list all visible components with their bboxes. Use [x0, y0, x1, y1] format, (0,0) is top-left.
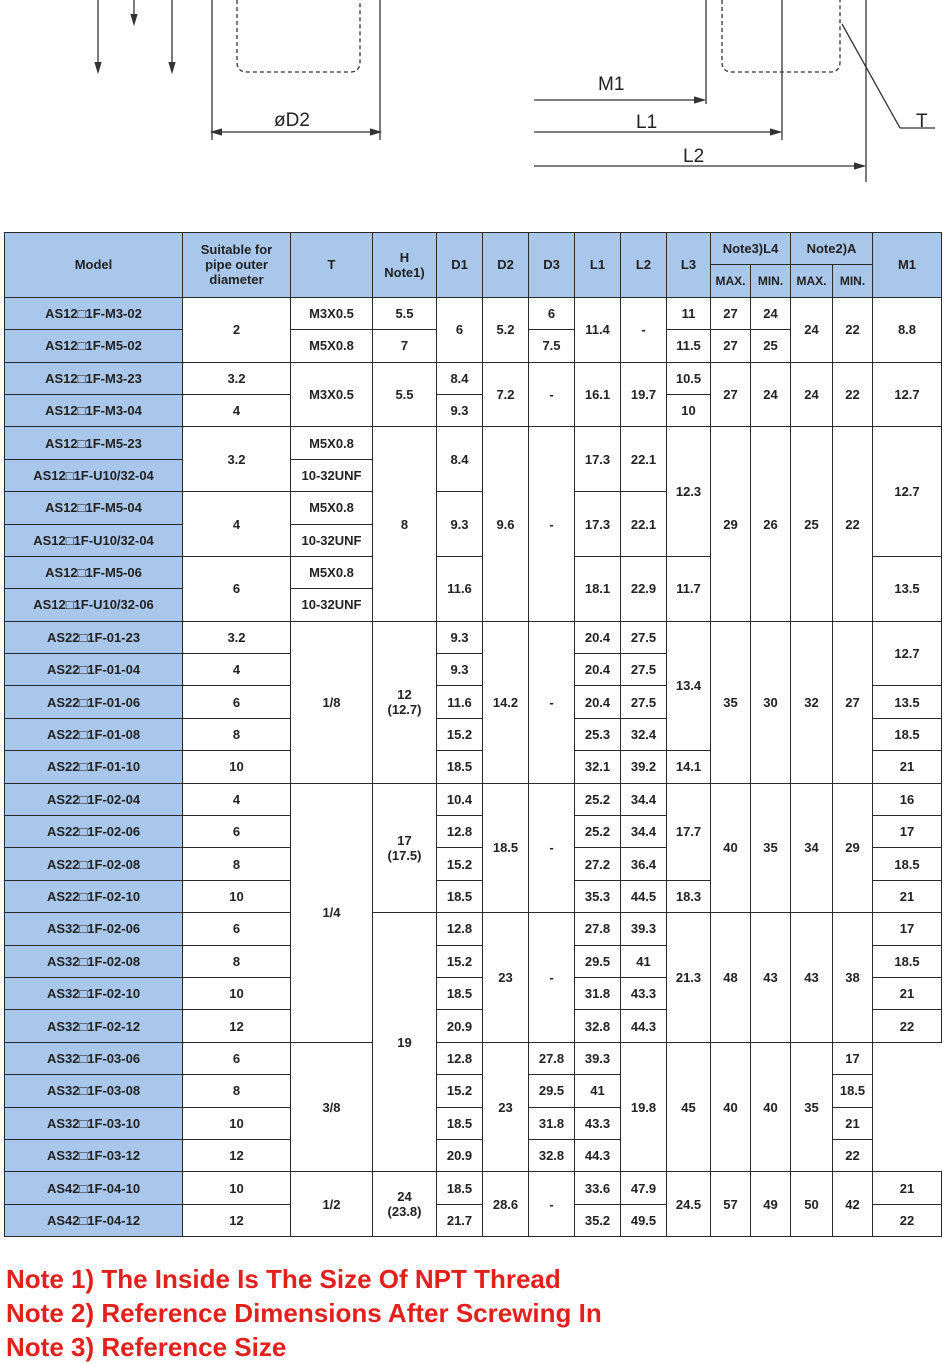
header-d3: D3: [529, 233, 575, 298]
cell: 48: [711, 913, 751, 1043]
cell: -: [529, 1172, 575, 1237]
cell: 44.3: [621, 1010, 667, 1042]
cell: 49: [751, 1172, 791, 1237]
cell: 1/2: [291, 1172, 373, 1237]
cell: 21: [873, 977, 942, 1009]
model-cell: AS32□1F-03-08: [5, 1075, 183, 1107]
footnotes: [6, 1262, 602, 1364]
cell: 18.5: [437, 1172, 483, 1204]
cell: 21.7: [437, 1204, 483, 1236]
cell: 15.2: [437, 848, 483, 880]
note-3: Note 3) Reference Size: [6, 1332, 287, 1362]
cell: 27.8: [575, 913, 621, 945]
cell: 8: [183, 1075, 291, 1107]
cell: 21.3: [667, 913, 711, 1043]
cell: 41: [621, 945, 667, 977]
cell: 35: [711, 621, 751, 783]
model-cell: AS32□1F-03-06: [5, 1042, 183, 1074]
cell: 10: [183, 977, 291, 1009]
cell: 12.7: [873, 427, 942, 557]
cell: 31.8: [575, 977, 621, 1009]
cell: 20.4: [575, 621, 621, 653]
cell: 35: [751, 783, 791, 913]
cell: 36.4: [621, 848, 667, 880]
model-cell: AS12□1F-U10/32-04: [5, 524, 183, 556]
cell: 32.8: [529, 1139, 575, 1171]
cell: 15.2: [437, 945, 483, 977]
header-suitable: Suitable for pipe outer diameter: [183, 233, 291, 298]
cell: 10: [183, 1107, 291, 1139]
cell: 16.1: [575, 362, 621, 427]
label-t: T: [916, 111, 928, 132]
cell: 2: [183, 297, 291, 362]
cell: 14.2: [483, 621, 529, 783]
cell: 21: [873, 1172, 942, 1204]
cell: 27.5: [621, 686, 667, 718]
cell: M5X0.8: [291, 427, 373, 459]
cell: 8.4: [437, 362, 483, 394]
cell: M3X0.5: [291, 297, 373, 329]
model-cell: AS32□1F-02-08: [5, 945, 183, 977]
cell: 12.8: [437, 1042, 483, 1074]
cell: 41: [575, 1075, 621, 1107]
cell: 10: [183, 751, 291, 783]
cell: 27: [711, 297, 751, 329]
cell: 17: [833, 1042, 873, 1074]
cell: 7.2: [483, 362, 529, 427]
cell: -: [529, 621, 575, 783]
cell: 10.5: [667, 362, 711, 394]
model-cell: AS32□1F-02-10: [5, 977, 183, 1009]
cell: 6: [437, 297, 483, 362]
cell: 35.2: [575, 1204, 621, 1236]
model-cell: AS42□1F-04-12: [5, 1204, 183, 1236]
cell: 39.3: [575, 1042, 621, 1074]
model-cell: AS22□1F-01-10: [5, 751, 183, 783]
cell: 24: [791, 297, 833, 362]
cell: 12.8: [437, 913, 483, 945]
cell: 11.6: [437, 686, 483, 718]
note-1: Note 1) The Inside Is The Size Of NPT Thread: [6, 1264, 561, 1294]
cell: 43.3: [621, 977, 667, 1009]
cell: 33.6: [575, 1172, 621, 1204]
model-cell: AS22□1F-02-10: [5, 880, 183, 912]
model-cell: AS12□1F-M3-04: [5, 394, 183, 426]
cell: 6: [183, 816, 291, 848]
hidden-bore-outline: [237, 0, 360, 72]
arrow-head: [131, 14, 137, 24]
cell: -: [529, 427, 575, 621]
cell: 45: [667, 1042, 711, 1172]
cell: 40: [751, 1042, 791, 1172]
cell: 50: [791, 1172, 833, 1237]
cell: 23: [483, 1042, 529, 1172]
cell: 4: [183, 783, 291, 815]
cell: 32.8: [575, 1010, 621, 1042]
cell: 23: [483, 913, 529, 1043]
cell: 11.5: [667, 330, 711, 362]
cell: 18.5: [873, 718, 942, 750]
cell: 12: [183, 1139, 291, 1171]
header-d1: D1: [437, 233, 483, 298]
cell: 17: [873, 913, 942, 945]
model-cell: AS22□1F-01-04: [5, 654, 183, 686]
cell: 12: [183, 1204, 291, 1236]
cell: 10: [183, 880, 291, 912]
cell: 18.1: [575, 556, 621, 621]
cell: 29: [833, 783, 873, 913]
cell: 27: [711, 330, 751, 362]
header-t: T: [291, 233, 373, 298]
cell: 5.2: [483, 297, 529, 362]
cell: 13.4: [667, 621, 711, 751]
cell: 7.5: [529, 330, 575, 362]
cell: 4: [183, 654, 291, 686]
cell: 38: [833, 913, 873, 1043]
cell: 4: [183, 492, 291, 557]
cell: 3/8: [291, 1042, 373, 1172]
model-cell: AS12□1F-U10/32-04: [5, 459, 183, 491]
header-a-min: MIN.: [833, 265, 873, 297]
cell: 35.3: [575, 880, 621, 912]
model-cell: AS12□1F-M3-23: [5, 362, 183, 394]
cell: 12: [183, 1010, 291, 1042]
table-row: [5, 297, 942, 329]
cell: 24: [751, 362, 791, 427]
cell: 40: [711, 1042, 751, 1172]
cell: 11.6: [437, 556, 483, 621]
model-cell: AS22□1F-02-04: [5, 783, 183, 815]
cell: 11: [667, 297, 711, 329]
cell: 10.4: [437, 783, 483, 815]
model-cell: AS12□1F-M3-02: [5, 297, 183, 329]
cell: 17: [873, 816, 942, 848]
cell: 17.7: [667, 783, 711, 880]
cell: 9.3: [437, 654, 483, 686]
cell: 13.5: [873, 686, 942, 718]
cell: -: [529, 362, 575, 427]
cell: 8.8: [873, 297, 942, 362]
cell: 9.3: [437, 621, 483, 653]
model-cell: AS12□1F-M5-23: [5, 427, 183, 459]
cell: 40: [711, 783, 751, 913]
cell: 6: [183, 913, 291, 945]
cell: 9.3: [437, 394, 483, 426]
cell: 49.5: [621, 1204, 667, 1236]
cell: 6: [529, 297, 575, 329]
cell: 10: [183, 1172, 291, 1204]
model-cell: AS32□1F-02-06: [5, 913, 183, 945]
leader-line-t: [842, 24, 900, 128]
cell: 10-32UNF: [291, 524, 373, 556]
model-cell: AS22□1F-01-23: [5, 621, 183, 653]
cell: 27: [711, 362, 751, 427]
model-cell: AS22□1F-02-06: [5, 816, 183, 848]
cell: 12.7: [873, 362, 942, 427]
cell: 18.5: [483, 783, 529, 913]
cell: 25.2: [575, 816, 621, 848]
table-row: [5, 783, 942, 815]
cell: 22: [833, 1139, 873, 1171]
cell: 24.5: [667, 1172, 711, 1237]
cell: 8: [183, 848, 291, 880]
note-2: Note 2) Reference Dimensions After Screwing In: [6, 1298, 602, 1328]
cell: 18.5: [833, 1075, 873, 1107]
cell: 1/4: [291, 783, 373, 1042]
table-row: [5, 1172, 942, 1204]
cell: 10-32UNF: [291, 459, 373, 491]
cell: 12.8: [437, 816, 483, 848]
model-cell: AS12□1F-U10/32-06: [5, 589, 183, 621]
cell: 27.5: [621, 621, 667, 653]
cell: 22: [833, 427, 873, 621]
cell: 21: [873, 751, 942, 783]
cell: 6: [183, 556, 291, 621]
cell: 35: [791, 1042, 833, 1172]
cell: 18.5: [873, 848, 942, 880]
cell: 34.4: [621, 816, 667, 848]
cell: 27.8: [529, 1042, 575, 1074]
header-model: Model: [5, 233, 183, 298]
model-cell: AS32□1F-03-10: [5, 1107, 183, 1139]
cell: 20.9: [437, 1010, 483, 1042]
cell: 18.5: [437, 751, 483, 783]
model-cell: AS12□1F-M5-02: [5, 330, 183, 362]
cell: 5.5: [373, 362, 437, 427]
model-cell: AS12□1F-M5-04: [5, 492, 183, 524]
cell: 20.4: [575, 686, 621, 718]
cell: 19.8: [621, 1042, 667, 1172]
model-cell: AS22□1F-02-08: [5, 848, 183, 880]
table-row: [5, 427, 942, 459]
cell: 25.2: [575, 783, 621, 815]
cell: 11.7: [667, 556, 711, 621]
header-a-max: MAX.: [791, 265, 833, 297]
cell: 22: [833, 362, 873, 427]
cell: 22.9: [621, 556, 667, 621]
cell: 39.3: [621, 913, 667, 945]
hidden-bore-outline: [722, 0, 840, 72]
cell: 29: [711, 427, 751, 621]
cell: 43.3: [575, 1107, 621, 1139]
cell: 20.4: [575, 654, 621, 686]
cell: 18.3: [667, 880, 711, 912]
cell: 28.6: [483, 1172, 529, 1237]
cell: 57: [711, 1172, 751, 1237]
table-row: [5, 913, 942, 945]
model-cell: AS42□1F-04-10: [5, 1172, 183, 1204]
cell: 9.6: [483, 427, 529, 621]
header-h: H Note1): [373, 233, 437, 298]
cell: 34.4: [621, 783, 667, 815]
arrow-head: [95, 62, 101, 72]
cell: 44.5: [621, 880, 667, 912]
model-cell: AS32□1F-03-12: [5, 1139, 183, 1171]
cell: M5X0.8: [291, 556, 373, 588]
cell: 7: [373, 330, 437, 362]
cell: 25: [751, 330, 791, 362]
specification-table: [4, 232, 942, 1237]
arrow-head: [169, 62, 175, 72]
cell: 44.3: [575, 1139, 621, 1171]
cell: 16: [873, 783, 942, 815]
cell: 15.2: [437, 718, 483, 750]
model-cell: AS32□1F-02-12: [5, 1010, 183, 1042]
cell: 25.3: [575, 718, 621, 750]
header-l4-max: MAX.: [711, 265, 751, 297]
cell: 5.5: [373, 297, 437, 329]
dimension-drawing: [0, 0, 945, 200]
header-d2: D2: [483, 233, 529, 298]
cell: 24 (23.8): [373, 1172, 437, 1237]
cell: 27.5: [621, 654, 667, 686]
label-l2: L2: [683, 146, 705, 167]
cell: 13.5: [873, 556, 942, 621]
cell: 42: [833, 1172, 873, 1237]
cell: 8: [373, 427, 437, 621]
cell: 24: [751, 297, 791, 329]
cell: 8: [183, 945, 291, 977]
cell: 12.7: [873, 621, 942, 686]
cell: 30: [751, 621, 791, 783]
cell: 22.1: [621, 492, 667, 557]
cell: 9.3: [437, 492, 483, 557]
cell: 17.3: [575, 427, 621, 492]
cell: 29.5: [529, 1075, 575, 1107]
cell: 20.9: [437, 1139, 483, 1171]
header-m1: M1: [873, 233, 942, 298]
cell: 34: [791, 783, 833, 913]
cell: 26: [751, 427, 791, 621]
cell: 1/8: [291, 621, 373, 783]
cell: 21: [873, 880, 942, 912]
cell: 32.1: [575, 751, 621, 783]
cell: 18.5: [437, 977, 483, 1009]
cell: 8: [183, 718, 291, 750]
label-l1: L1: [636, 112, 658, 133]
cell: 12.3: [667, 427, 711, 557]
label-m1: M1: [598, 74, 625, 95]
cell: 18.5: [873, 945, 942, 977]
table-row: [5, 1042, 942, 1074]
cell: 3.2: [183, 362, 291, 394]
cell: 17 (17.5): [373, 783, 437, 913]
header-l3: L3: [667, 233, 711, 298]
model-cell: AS22□1F-01-08: [5, 718, 183, 750]
cell: 22.1: [621, 427, 667, 492]
cell: 43: [791, 913, 833, 1043]
cell: 21: [833, 1107, 873, 1139]
cell: 10: [667, 394, 711, 426]
header-l1: L1: [575, 233, 621, 298]
cell: 6: [183, 686, 291, 718]
cell: 18.5: [437, 1107, 483, 1139]
cell: -: [621, 297, 667, 362]
cell: 6: [183, 1042, 291, 1074]
cell: 39.2: [621, 751, 667, 783]
cell: -: [529, 913, 575, 1043]
cell: 32.4: [621, 718, 667, 750]
cell: 3.2: [183, 427, 291, 492]
cell: 47.9: [621, 1172, 667, 1204]
table-row: [5, 362, 942, 394]
cell: -: [529, 783, 575, 913]
header-l4-min: MIN.: [751, 265, 791, 297]
cell: 15.2: [437, 1075, 483, 1107]
cell: M3X0.5: [291, 362, 373, 427]
cell: 19: [373, 913, 437, 1172]
cell: 22: [873, 1204, 942, 1236]
cell: 10-32UNF: [291, 589, 373, 621]
cell: 17.3: [575, 492, 621, 557]
header-l2: L2: [621, 233, 667, 298]
cell: 24: [791, 362, 833, 427]
cell: 27: [833, 621, 873, 783]
cell: 14.1: [667, 751, 711, 783]
cell: 12 (12.7): [373, 621, 437, 783]
cell: 27.2: [575, 848, 621, 880]
cell: 11.4: [575, 297, 621, 362]
cell: 22: [873, 1010, 942, 1042]
cell: 31.8: [529, 1107, 575, 1139]
cell: 32: [791, 621, 833, 783]
table-row: [5, 621, 942, 653]
header-l4: Note3)L4: [711, 233, 791, 265]
cell: 4: [183, 394, 291, 426]
cell: 3.2: [183, 621, 291, 653]
cell: 43: [751, 913, 791, 1043]
cell: 22: [833, 297, 873, 362]
cell: M5X0.8: [291, 330, 373, 362]
label-od2: øD2: [274, 110, 310, 131]
model-cell: AS12□1F-M5-06: [5, 556, 183, 588]
model-cell: AS22□1F-01-06: [5, 686, 183, 718]
cell: 8.4: [437, 427, 483, 492]
header-a: Note2)A: [791, 233, 873, 265]
cell: 19.7: [621, 362, 667, 427]
cell: 18.5: [437, 880, 483, 912]
cell: 25: [791, 427, 833, 621]
cell: 29.5: [575, 945, 621, 977]
cell: M5X0.8: [291, 492, 373, 524]
